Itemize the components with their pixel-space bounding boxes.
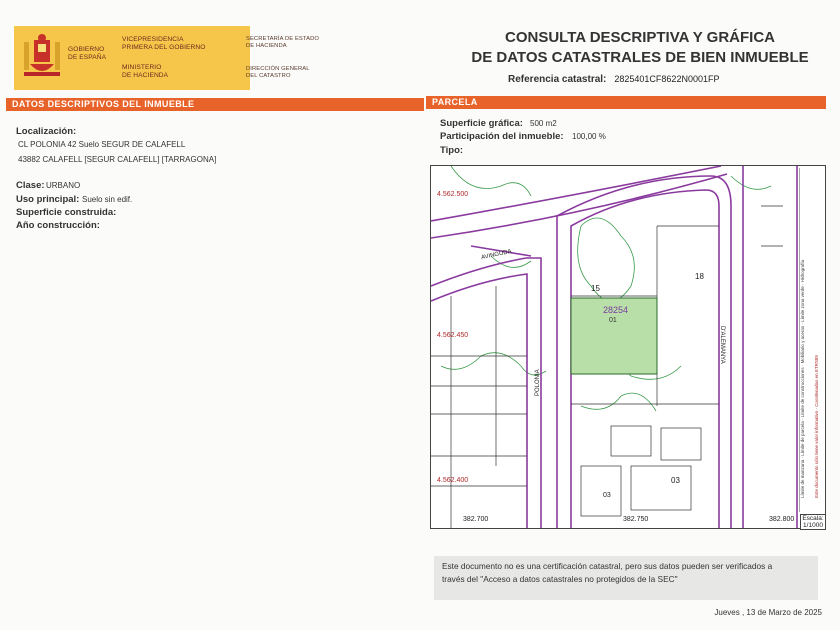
coord-y-400: 4.562.400	[437, 477, 469, 484]
address-line-1: CL POLONIA 42 Suelo SEGUR DE CALAFELL	[18, 140, 186, 149]
coord-y-500: 4.562.500	[437, 191, 469, 198]
parcel-number-03: 03	[671, 476, 680, 485]
coord-y-450: 4.562.450	[437, 332, 469, 339]
street-label-polonia: POLONIA	[535, 369, 541, 396]
coord-x-750: 382.750	[623, 516, 649, 523]
note-line-2: través del "Acceso a datos catastrales no protegidos de la SEC"	[442, 574, 678, 584]
secretaria-label: SECRETARÍA DE ESTADO DE HACIENDA	[246, 36, 319, 49]
participacion-value: 100,00 %	[572, 132, 606, 141]
map-legend	[799, 168, 824, 512]
street-label-avinguda: AVINGUDA	[480, 248, 513, 262]
cadastral-map	[430, 165, 826, 529]
anio-construccion-label: Año construcción:	[16, 220, 100, 231]
scale-label: Escala:	[802, 515, 824, 522]
parcel-number-03b: 03	[603, 492, 611, 499]
section-bar-parcela: PARCELA	[426, 96, 826, 109]
clase-value: URBANO	[46, 181, 81, 190]
scale-value: 1/1000	[803, 522, 823, 529]
legend-right-text: Este documento sólo tiene valor informativo · Coordenadas en ETRS89	[814, 355, 819, 498]
uso-value: Suelo sin edif.	[82, 195, 133, 204]
superficie-grafica-label: Superficie gráfica:	[440, 118, 523, 129]
uso-label: Uso principal:	[16, 194, 80, 205]
superficie-grafica-value: 500 m2	[530, 119, 557, 128]
referencia-catastral	[440, 74, 840, 85]
legend-left-text: Límite de manzana · Límite de parcela · Límite de construcciones · Mobiliario y aceras · Límite zona verde · Hidrografía	[800, 259, 805, 498]
document-date: Jueves , 13 de Marzo de 2025	[714, 608, 822, 617]
parcel-sub-label: 01	[609, 317, 617, 324]
map-drawing	[431, 166, 825, 528]
address-line-2: 43882 CALAFELL [SEGUR CALAFELL] [TARRAGONA]	[18, 155, 217, 164]
section-bar-descriptivos: DATOS DESCRIPTIVOS DEL INMUEBLE	[6, 98, 424, 111]
coat-of-arms-icon	[20, 32, 64, 84]
note-line-1: Este documento no es una certificación catastral, pero sus datos pueden ser verificados a	[442, 561, 773, 571]
ministerio-label: MINISTERIO DE HACIENDA	[122, 64, 169, 79]
coord-x-800: 382.800	[769, 516, 795, 523]
ref-value: 2825401CF8622N0001FP	[614, 74, 720, 84]
superficie-construida-label: Superficie construida:	[16, 207, 117, 218]
clase-label: Clase:	[16, 180, 45, 191]
government-header-band	[14, 26, 330, 90]
parcel-number-18: 18	[695, 272, 704, 281]
gov-label: GOBIERNO DE ESPAÑA	[68, 46, 107, 61]
tipo-label: Tipo:	[440, 145, 464, 156]
ref-label: Referencia catastral:	[508, 74, 607, 85]
vicepresidencia-label: VICEPRESIDENCIA PRIMERA DEL GOBIERNO	[122, 36, 206, 51]
disclaimer-note	[434, 556, 818, 600]
parcel-number-15: 15	[591, 284, 600, 293]
street-label-alemanya: D'ALEMANYA	[719, 326, 725, 364]
page-title: CONSULTA DESCRIPTIVA Y GRÁFICA DE DATOS CATASTRALES DE BIEN INMUEBLE	[471, 29, 809, 66]
parcel-id-label: 28254	[603, 305, 629, 315]
coord-x-700: 382.700	[463, 516, 489, 523]
scale-box	[800, 514, 826, 530]
participacion-label: Participación del inmueble:	[440, 131, 564, 142]
direccion-label: DIRECCIÓN GENERAL DEL CATASTRO	[246, 66, 310, 79]
localizacion-label: Localización:	[16, 126, 77, 137]
